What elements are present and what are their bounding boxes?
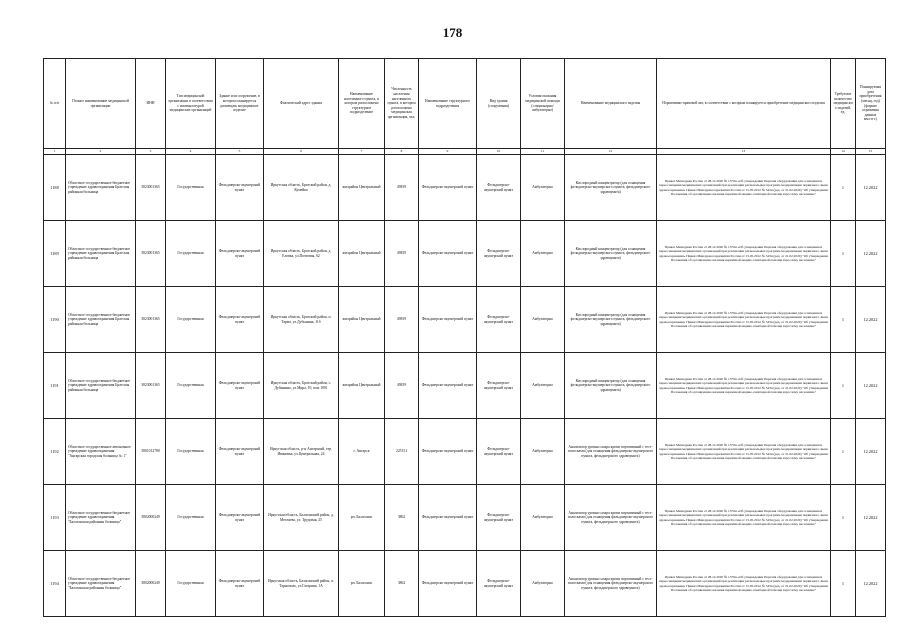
organization-type: Государственная [166,419,216,485]
header-cell: Фактический адрес здания [264,59,339,149]
device-name: Анализатор уровня сахара крови портативный с тест-полосками (для оснащения фельдшерско-акушерского пункта, фельдшерского здравпункта) [565,551,657,617]
address: Иркутская область, р-н Ангарский, тер. Ивановка, ул.Центральная, 24 [264,419,339,485]
address: Иркутская область, Братский район, с. Дубынино, ул.Мира, 10, пом 1001 [264,353,339,419]
header-cell: Наименование населенного пункта, в котором расположено структурное подразделение [339,59,385,149]
building: Фельдшерско-акушерский пункт [216,551,264,617]
device-name: Кислородный концентратор (для оснащения фельдшерско-акушерского пункта, фельдшерского здравпункта) [565,287,657,353]
building-kind: Фельдшерско-акушерский пункт [477,155,521,221]
column-number: 2 [66,149,136,155]
row-number: 1189 [44,221,66,287]
building-kind: Фельдшерско-акушерский пункт [477,221,521,287]
purchase-date: 12.2022 [856,221,886,287]
settlement: жилрайон Центральный [339,287,385,353]
building: Фельдшерско-акушерский пункт [216,221,264,287]
care-conditions: Амбулаторно [521,551,565,617]
purchase-date: 12.2022 [856,419,886,485]
device-name: Анализатор уровня сахара крови портативный с тест-полосками (для оснащения фельдшерско-акушерского пункта, фельдшерского здравпункта) [565,485,657,551]
purchase-date: 12.2022 [856,485,886,551]
population: 49819 [385,221,419,287]
table-row [44,287,886,353]
row-number: 1190 [44,287,66,353]
header-cell: Численность населения населенного пункта, в котором расположена медицинская организация, чел. [385,59,419,149]
column-number: 7 [339,149,385,155]
table-row [44,485,886,551]
column-number: 5 [216,149,264,155]
header-cell: Наименование медицинского изделия [565,59,657,149]
header-cell: Тип медицинской организации в соответствии с номенклатурой медицинских организаций [166,59,216,149]
address: Иркутская область, Братский район, д. Кумейка [264,155,339,221]
legal-act: Приказ Минздрава России от 28.12.2020 № 1379н «Об утверждении Перечня оборудования для оснащения и переоснащения медицинских организаций при реализации региональных программ модернизации первичного звена здравоохранения» Приказ Минздравсоцразвития России от 15.05.2012 № 543н (ред. от 21.02.2020) "Об утверждении Положения об организации оказания первичной медико-санитарной помощи взрослому населению" [657,419,831,485]
table-row [44,353,886,419]
population: 49819 [385,287,419,353]
device-name: Кислородный концентратор (для оснащения фельдшерско-акушерского пункта, фельдшерского здравпункта) [565,155,657,221]
population: 3862 [385,485,419,551]
settlement: жилрайон Центральный [339,155,385,221]
organization-name: Областное государственное бюджетное учреждение здравоохранения "Балаганская районная больница" [66,551,136,617]
organization-type: Государственная [166,353,216,419]
header-cell: Полное наименование медицинской организации [66,59,136,149]
device-name: Кислородный концентратор (для оснащения фельдшерско-акушерского пункта, фельдшерского здравпункта) [565,353,657,419]
row-number: 1188 [44,155,66,221]
column-number: 10 [477,149,521,155]
table-row [44,419,886,485]
column-number: 15 [856,149,886,155]
table-row [44,221,886,287]
organization-type: Государственная [166,287,216,353]
inn: 3802000249 [136,551,166,617]
column-number: 9 [419,149,477,155]
settlement: жилрайон Центральный [339,221,385,287]
address: Иркутская область, Братский район, п. Тарма, ул.Дубынина, 11б [264,287,339,353]
organization-type: Государственная [166,551,216,617]
purchase-date: 12.2022 [856,551,886,617]
column-number: 6 [264,149,339,155]
organization-type: Государственная [166,221,216,287]
settlement: рп. Балаганск [339,485,385,551]
quantity: 1 [831,551,856,617]
header-cell: № п/п [44,59,66,149]
header-cell: Наименование структурного подразделения [419,59,477,149]
quantity: 1 [831,353,856,419]
population: 49819 [385,155,419,221]
header-row [44,59,886,149]
legal-act: Приказ Минздрава России от 28.12.2020 № 1379н «Об утверждении Перечня оборудования для оснащения и переоснащения медицинских организаций при реализации региональных программ модернизации первичного звена здравоохранения» Приказ Минздравсоцразвития России от 15.05.2012 № 543н (ред. от 21.02.2020) "Об утверждении Положения об организации оказания первичной медико-санитарной помощи взрослому населению" [657,155,831,221]
organization-type: Государственная [166,485,216,551]
column-number: 11 [521,149,565,155]
settlement: жилрайон Центральный [339,353,385,419]
column-number: 12 [565,149,657,155]
purchase-date: 12.2022 [856,353,886,419]
legal-act: Приказ Минздрава России от 28.12.2020 № 1379н «Об утверждении Перечня оборудования для оснащения и переоснащения медицинских организаций при реализации региональных программ модернизации первичного звена здравоохранения» Приказ Минздравсоцразвития России от 15.05.2012 № 543н (ред. от 21.02.2020) "Об утверждении Положения об организации оказания первичной медико-санитарной помощи взрослому населению" [657,551,831,617]
table-body [44,155,886,617]
header-cell: Вид здания (сооружения) [477,59,521,149]
building: Фельдшерско-акушерский пункт [216,155,264,221]
population: 225151 [385,419,419,485]
population: 49819 [385,353,419,419]
header-cell: Здание или сооружение, в котором планируется размещать медицинское изделие [216,59,264,149]
device-name: Анализатор уровня сахара крови портативный с тест-полосками (для оснащения фельдшерско-акушерского пункта, фельдшерского здравпункта) [565,419,657,485]
settlement: г. Ангарск [339,419,385,485]
building-kind: Фельдшерско-акушерский пункт [477,353,521,419]
inn: 3823001365 [136,155,166,221]
subdivision: Фельдшерско-акушерский пункт [419,485,477,551]
column-number: 4 [166,149,216,155]
building: Фельдшерско-акушерский пункт [216,485,264,551]
inn: 3823001365 [136,353,166,419]
legal-act: Приказ Минздрава России от 28.12.2020 № 1379н «Об утверждении Перечня оборудования для оснащения и переоснащения медицинских организаций при реализации региональных программ модернизации первичного звена здравоохранения» Приказ Минздравсоцразвития России от 15.05.2012 № 543н (ред. от 21.02.2020) "Об утверждении Положения об организации оказания первичной медико-санитарной помощи взрослому населению" [657,221,831,287]
header-cell: Требуемое количество медицинских изделий, ед. [831,59,856,149]
column-number: 14 [831,149,856,155]
subdivision: Фельдшерско-акушерский пункт [419,419,477,485]
inn: 3823001365 [136,287,166,353]
settlement: рп. Балаганск [339,551,385,617]
row-number: 1192 [44,419,66,485]
organization-name: Областное государственное бюджетное учреждение здравоохранения Братская районная больница [66,287,136,353]
quantity: 1 [831,419,856,485]
inn: 3802000249 [136,485,166,551]
purchase-date: 12.2022 [856,155,886,221]
quantity: 1 [831,287,856,353]
table-row [44,155,886,221]
subdivision: Фельдшерско-акушерский пункт [419,287,477,353]
subdivision: Фельдшерско-акушерский пункт [419,353,477,419]
legal-act: Приказ Минздрава России от 28.12.2020 № 1379н «Об утверждении Перечня оборудования для оснащения и переоснащения медицинских организаций при реализации региональных программ модернизации первичного звена здравоохранения» Приказ Минздравсоцразвития России от 15.05.2012 № 543н (ред. от 21.02.2020) "Об утверждении Положения об организации оказания первичной медико-санитарной помощи взрослому населению" [657,353,831,419]
organization-name: Областное государственное бюджетное учреждение здравоохранения Братская районная больница [66,353,136,419]
quantity: 1 [831,221,856,287]
care-conditions: Амбулаторно [521,419,565,485]
address: Иркутская область, Балаганский район, д. Метляева, ул. Трудовая, 25 [264,485,339,551]
organization-name: Областное государственное бюджетное учреждение здравоохранения Братская районная больница [66,221,136,287]
page-number: 178 [442,25,463,40]
header-cell: Планируемая дата приобретения (месяц, год) (формат отражения данных мм.гггг.) [856,59,886,149]
column-number: 1 [44,149,66,155]
organization-type: Государственная [166,155,216,221]
equipment-table [43,58,886,617]
building: Фельдшерско-акушерский пункт [216,287,264,353]
column-number: 3 [136,149,166,155]
population: 3862 [385,551,419,617]
row-number: 1193 [44,485,66,551]
building-kind: Фельдшерско-акушерский пункт [477,419,521,485]
legal-act: Приказ Минздрава России от 28.12.2020 № 1379н «Об утверждении Перечня оборудования для оснащения и переоснащения медицинских организаций при реализации региональных программ модернизации первичного звена здравоохранения» Приказ Минздравсоцразвития России от 15.05.2012 № 543н (ред. от 21.02.2020) "Об утверждении Положения об организации оказания первичной медико-санитарной помощи взрослому населению" [657,287,831,353]
table-row [44,551,886,617]
column-number: 8 [385,149,419,155]
care-conditions: Амбулаторно [521,155,565,221]
header-cell: Нормативно-правовой акт, в соответствии с которым планируется приобретение медицинского изделия [657,59,831,149]
quantity: 1 [831,155,856,221]
care-conditions: Амбулаторно [521,287,565,353]
subdivision: Фельдшерско-акушерский пункт [419,155,477,221]
subdivision: Фельдшерско-акушерский пункт [419,221,477,287]
row-number: 1194 [44,551,66,617]
organization-name: Областное государственное автономное учреждение здравоохранения "Ангарская городская больница № 1" [66,419,136,485]
organization-name: Областное государственное бюджетное учреждение здравоохранения Братская районная больница [66,155,136,221]
building-kind: Фельдшерско-акушерский пункт [477,485,521,551]
row-number: 1191 [44,353,66,419]
legal-act: Приказ Минздрава России от 28.12.2020 № 1379н «Об утверждении Перечня оборудования для оснащения и переоснащения медицинских организаций при реализации региональных программ модернизации первичного звена здравоохранения» Приказ Минздравсоцразвития России от 15.05.2012 № 543н (ред. от 21.02.2020) "Об утверждении Положения об организации оказания первичной медико-санитарной помощи взрослому населению" [657,485,831,551]
header-cell: ИНН [136,59,166,149]
building-kind: Фельдшерско-акушерский пункт [477,551,521,617]
care-conditions: Амбулаторно [521,353,565,419]
building: Фельдшерско-акушерский пункт [216,419,264,485]
purchase-date: 12.2022 [856,287,886,353]
care-conditions: Амбулаторно [521,221,565,287]
organization-name: Областное государственное бюджетное учреждение здравоохранения "Балаганская районная больница" [66,485,136,551]
column-number: 13 [657,149,831,155]
header-cell: Условия оказания медицинской помощи (стационарно/амбулаторно) [521,59,565,149]
inn: 3823001365 [136,221,166,287]
subdivision: Фельдшерско-акушерский пункт [419,551,477,617]
quantity: 1 [831,485,856,551]
care-conditions: Амбулаторно [521,485,565,551]
address: Иркутская область, Балаганский район, п. Тарнополь, ул.Гагарина, 1А [264,551,339,617]
address: Иркутская область, Братский район, д. Еловка, ул.Почтовая, 62 [264,221,339,287]
building: Фельдшерско-акушерский пункт [216,353,264,419]
device-name: Кислородный концентратор (для оснащения фельдшерско-акушерского пункта, фельдшерского здравпункта) [565,221,657,287]
inn: 3801012780 [136,419,166,485]
building-kind: Фельдшерско-акушерский пункт [477,287,521,353]
